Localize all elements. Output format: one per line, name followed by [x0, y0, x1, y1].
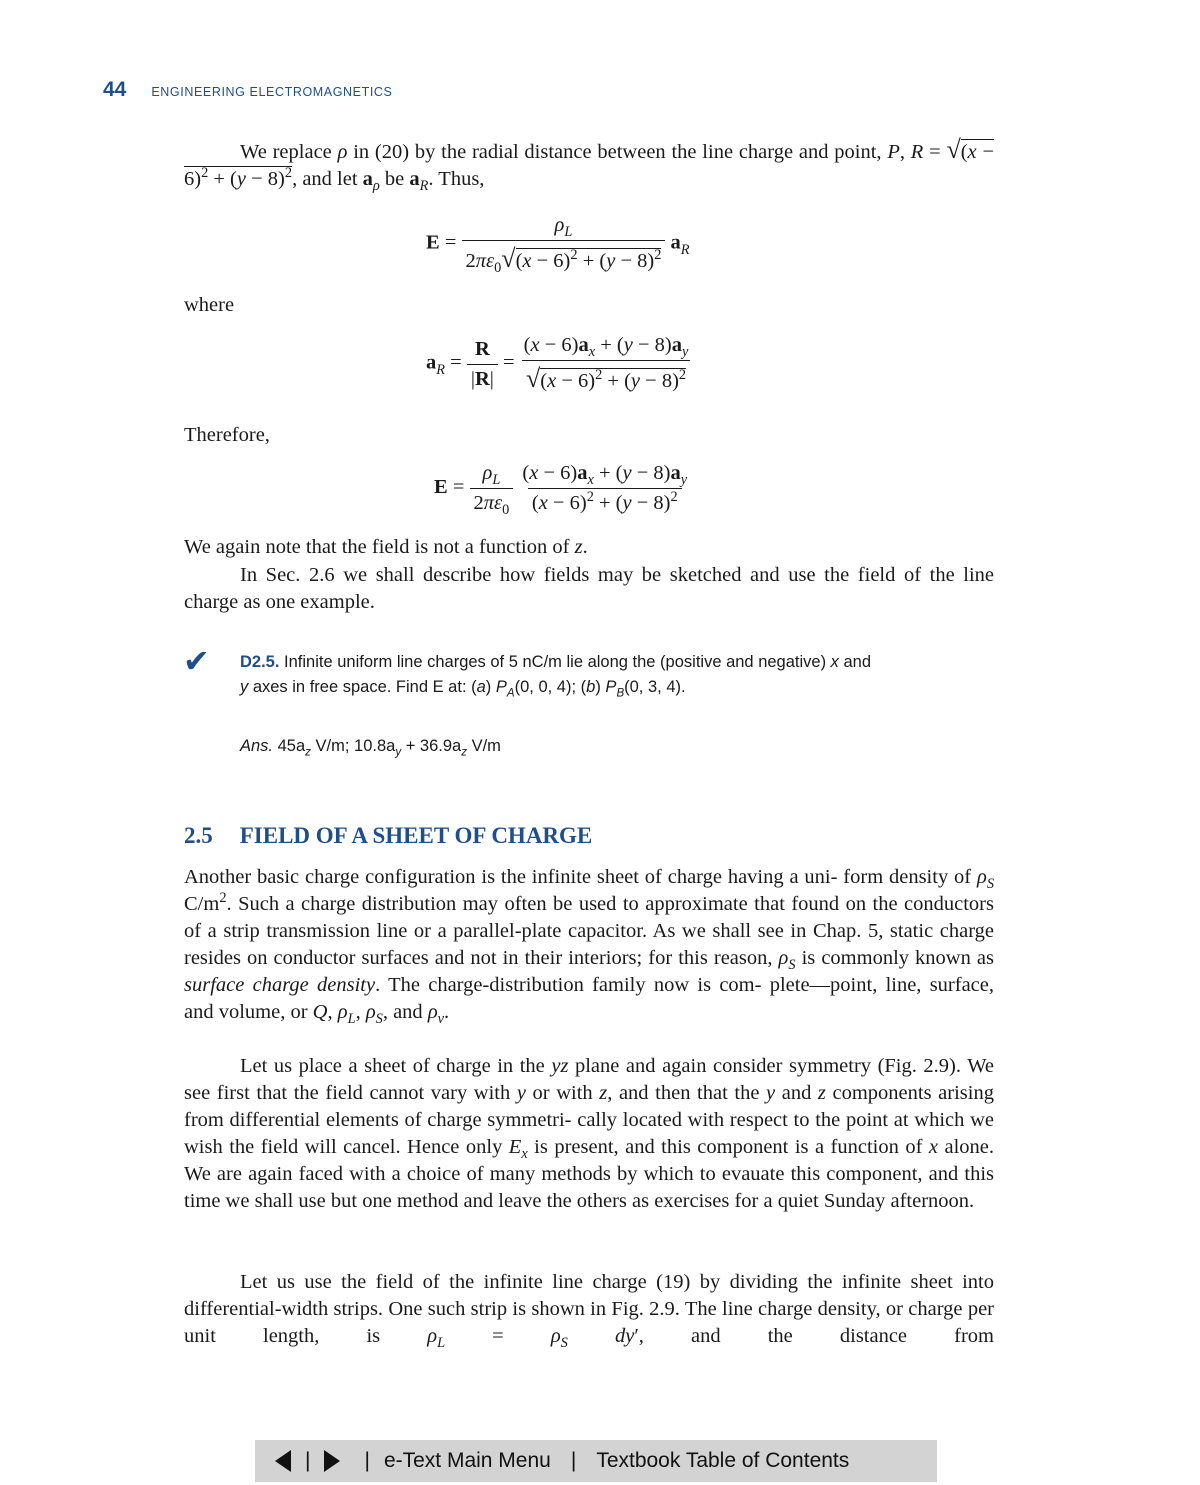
equation-e-field-1: E = $\frac{\rho_L}{2\pi\varepsilon_0√(x - 6)^2 + (y - 8)^2}$ $a_R$	[426, 214, 690, 277]
separator: |	[305, 1449, 311, 1472]
paragraph-symmetry: Let us place a sheet of charge in the yz plane and again consider symmetry (Fig. 2.9). We see first that the field cannot vary with y or with z, and then that the y and z components arising from differential elements of charge symmetri- cally located with respect to the point at which we wish the field will cancel. Hence only $E_x$ is present, and this component is a function of x alone. We are again faced with a choice of many methods by which to evauate this component, and this time we shall use but one method and leave the others as exercises for a quiet Sunday afternoon.	[184, 1055, 995, 1212]
checkmark-icon: ✔	[183, 642, 210, 680]
section-title-text: FIELD OF A SHEET OF CHARGE	[239, 823, 593, 848]
main-menu-link[interactable]: e-Text Main Menu	[383, 1449, 551, 1472]
paragraph-differential-strips: Let us use the field of the infinite line charge (19) by dividing the infinite sheet into differential-width strips. One such strip is shown in Fig. 2.9. The line charge density, or charge per unit length, is $\rho_L = \rho_S$ dy′, and the distance from	[184, 1271, 994, 1352]
navigation-bar	[255, 1440, 937, 1482]
drill-problem-d2-5: D2.5. Infinite uniform line charges of 5 nC/m lie along the (positive and negative) x and y axes in free space. Find E at: (a) $P_A(0$, 0, 4); (b) $P_B(0$, 3, 4).	[240, 653, 872, 700]
section-heading	[184, 823, 592, 849]
section-number: 2.5	[184, 823, 213, 848]
label-where: where	[184, 294, 235, 316]
paragraph-sec-2-6: In Sec. 2.6 we shall describe how fields may be sketched and use the field of the line charge as one example.	[184, 564, 994, 613]
previous-page-button[interactable]	[275, 1450, 291, 1472]
arrow-left-icon	[275, 1450, 291, 1472]
paragraph-not-function-of-z: We again note that the field is not a function of z.	[184, 536, 588, 558]
equation-e-field-2: E = $\frac{\rho_L}{2\pi\varepsilon_0}$ $\frac{(x - 6)a_x + (y - 8)a_y}{(x - 6)^2 + (y - 8)^2}$	[434, 462, 688, 519]
paragraph-sheet-of-charge-intro: Another basic charge configuration is the infinite sheet of charge having a uni- form density of $\rho_S$ $C/m^2$. Such a charge distribution may often be used to approximate that found on the conductors of a strip transmission line or a parallel-plate capacitor. As we shall see in Chap. 5, static charge resides on conductor surfaces and not in their interiors; for this reason, $\rho_S$ is commonly known as surface charge density. The charge-distribution family now is com- plete—point, line, surface, and volume, or Q, $\rho_L$, $\rho_S$, and $\rho_\nu$.	[184, 866, 994, 1028]
drill-code: D2.5.	[240, 653, 280, 671]
equation-unit-vector: $a_R$ = $\frac{R}{|R|}$ = $\frac{(x - 6)a_x + (y - 8)a_y}{√(x - 6)^2 + (y - 8)^2}$	[426, 334, 689, 393]
next-page-button[interactable]	[324, 1450, 340, 1472]
label-therefore: Therefore,	[184, 424, 270, 446]
page-number: 44	[103, 78, 127, 101]
paragraph-replace-rho: We replace ρ in (20) by the radial distance between the line charge and point, P, $R = √(x - 6)^2 + (y - 8)^2$, and let $a_\rho$ be $a_R$. Thus,	[184, 135, 995, 195]
separator: |	[570, 1449, 577, 1472]
running-title: ENGINEERING ELECTROMAGNETICS	[151, 85, 393, 99]
separator: |	[364, 1449, 370, 1472]
arrow-right-icon	[324, 1450, 340, 1472]
drill-answer: Ans. $45a_z$ V/m; $10.8a_y + 36.9a_z$ V/m	[240, 737, 501, 759]
running-header	[103, 78, 393, 102]
table-of-contents-link[interactable]: Textbook Table of Contents	[596, 1449, 850, 1472]
